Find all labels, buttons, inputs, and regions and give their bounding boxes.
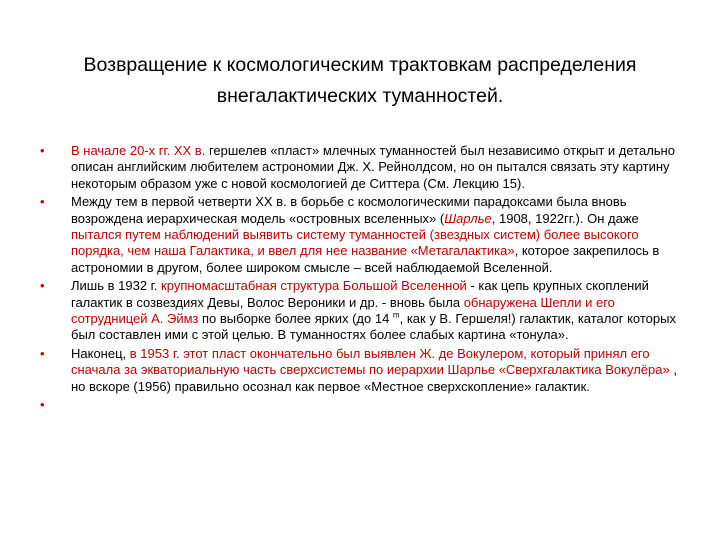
bullet-text-segment: m <box>392 310 400 320</box>
bullet-item <box>40 278 690 344</box>
bullet-item <box>40 194 690 276</box>
bullet-text-segment: , которое закрепилось в астрономии в другом, более широком смысле – всей наблюдаемой Вселенной. <box>71 243 660 275</box>
bullet-item <box>40 143 690 192</box>
bullet-dot-icon: • <box>40 143 45 158</box>
bullet-text-segment: , как у В. Гершеля!) галактик, каталог которых был составлен ими с этой целью. В туманностях более слабых картина «тонула». <box>71 311 676 343</box>
bullet-text-segment: В начале 20-х гг. XX в. <box>71 143 206 158</box>
bullet-dot-icon: • <box>40 278 45 294</box>
bullet-text-segment: - как цепь крупных скоплений галактик в созвездиях Девы, Волос Вероники и др. - вновь была <box>71 278 649 310</box>
bullet-text-segment: гершелев «пласт» млечных туманностей был независимо открыт и детально описан английским любителем астрономии Дж. Х. Рейнолдсом, но он пытался связать эту картину некоторым образом уже с новой космологией де Ситтера (См. Лекцию 15). <box>71 143 675 191</box>
bullet-text-segment: Лишь в 1932 г. <box>71 278 162 294</box>
bullet-text-segment: Шарлье <box>444 210 492 226</box>
bullet-list <box>40 143 690 413</box>
bullet-text-segment: пытался путем наблюдений выявить систему туманностей (звездных систем) более высокого порядка, чем наша Галактика, и ввел для нее название «Метагалактика» <box>71 227 639 259</box>
bullet-dot-icon: • <box>40 194 45 210</box>
bullet-text-segment: , но вскоре (1956) правильно осознал как первое «Местное сверхскопление» галактик. <box>71 362 677 394</box>
bullet-dot-icon: • <box>40 397 45 413</box>
slide-title <box>30 50 690 112</box>
bullet-text-segment: Между тем в первой четверти XX в. в борьбе с космологическими парадоксами была вновь возрождена иерархическая модель «островных вселенных» ( <box>71 194 627 226</box>
bullet-text-segment: по выборке более ярких (до 14 <box>198 311 393 327</box>
bullet-item <box>40 397 690 413</box>
bullet-item <box>40 346 690 395</box>
bullet-text-segment: крупномасштабная структура Большой Вселенной <box>161 278 467 294</box>
slide-title-line-2: внегалактических туманностей. <box>216 85 504 107</box>
bullet-text-segment: Наконец, <box>71 345 130 361</box>
slide-title-line-1: Возвращение к космологическим трактовкам распределения <box>83 54 637 76</box>
bullet-dot-icon: • <box>40 345 45 361</box>
bullet-text-segment: , 1908, 1922гг.). Он даже <box>491 210 639 226</box>
bullet-text-segment: обнаружена Шепли и его сотрудницей А. Эймз <box>71 294 615 327</box>
bullet-text-segment: в 1953 г. этот пласт окончательно был выявлен Ж. де Вокулером, который принял его сначала за экваториальную часть сверхсистемы по иерархии Шарлье «Сверхгалактика Вокулёра» <box>71 345 670 378</box>
